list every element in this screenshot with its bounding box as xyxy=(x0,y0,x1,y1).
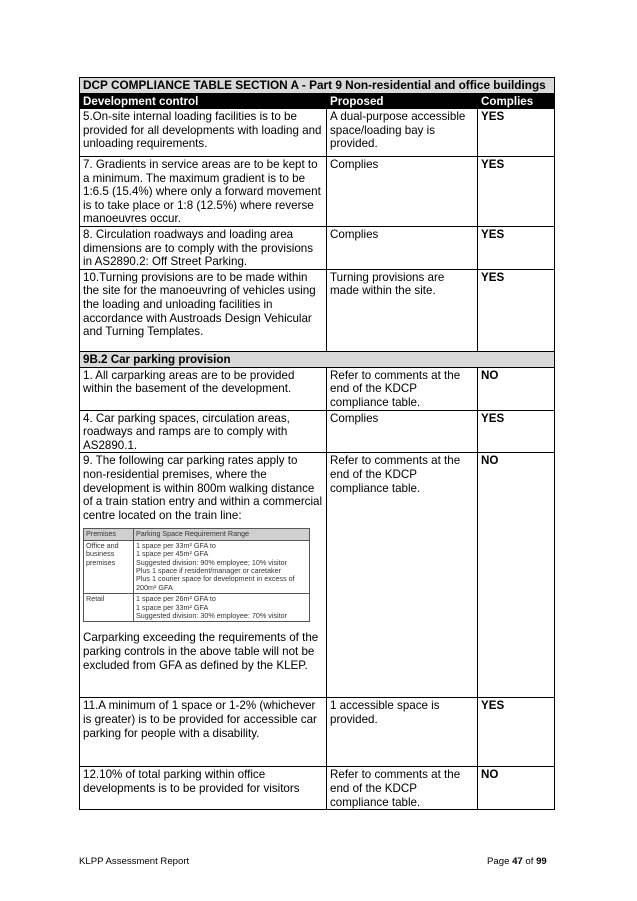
header-proposed: Proposed xyxy=(327,94,478,109)
proposed-cell: Refer to comments at the end of the KDCP compliance table. xyxy=(327,367,478,410)
table-title: DCP COMPLIANCE TABLE SECTION A - Part 9 Non-residential and office buildings xyxy=(80,78,555,94)
table-row xyxy=(80,410,555,453)
page-of: of xyxy=(522,856,537,867)
page-current: 47 xyxy=(512,856,523,867)
header-complies: Complies xyxy=(478,94,555,109)
proposed-cell: Complies xyxy=(327,157,478,227)
header-control: Development control xyxy=(80,94,327,109)
rate-line: 1 space per 33m² GFA xyxy=(136,602,209,612)
table-row xyxy=(80,767,555,810)
control-cell: 10.Turning provisions are to be made within the site for the manoeuvring of vehicles using the loading and unloading facilities in accordance with Austroads Design Vehicular and Turning Templates. xyxy=(80,269,327,351)
footer-report-name: KLPP Assessment Report xyxy=(79,856,190,867)
complies-cell: YES xyxy=(478,410,555,453)
control-outro: Carparking exceeding the requirements of the parking controls in the above table will not be excluded from GFA as defined by the KLEP. xyxy=(83,631,319,672)
rate-line: Plus 1 courier space for development in excess of 200m² GFA xyxy=(136,574,295,592)
control-cell: 8. Circulation roadways and loading area dimensions are to comply with the provisions in AS2890.2: Off Street Parking. xyxy=(80,226,327,269)
complies-cell: YES xyxy=(478,109,555,157)
complies-cell: YES xyxy=(478,226,555,269)
table-row xyxy=(80,698,555,767)
rates-range-retail xyxy=(134,594,310,622)
table-row xyxy=(80,269,555,351)
rates-header-premises: Premises xyxy=(84,529,134,540)
table-row xyxy=(80,453,555,698)
control-cell: 5.On-site internal loading facilities is to be provided for all developments with loading and unloading requirements. xyxy=(80,109,327,157)
table-row xyxy=(80,367,555,410)
rates-premises-office: Office and business premises xyxy=(84,540,134,593)
control-cell: 12.10% of total parking within office developments is to be provided for visitors xyxy=(80,767,327,810)
footer-page-number xyxy=(487,856,547,867)
proposed-cell: Complies xyxy=(327,226,478,269)
complies-cell: NO xyxy=(478,453,555,698)
compliance-table xyxy=(79,77,555,810)
table-row xyxy=(80,157,555,227)
complies-cell: NO xyxy=(478,367,555,410)
rates-range-office xyxy=(134,540,310,593)
control-cell: 1. All carparking areas are to be provided within the basement of the development. xyxy=(80,367,327,410)
complies-cell: YES xyxy=(478,269,555,351)
table-header-row xyxy=(80,94,555,109)
rates-premises-retail: Retail xyxy=(84,594,134,622)
complies-cell: NO xyxy=(478,767,555,810)
rate-line: 1 space per 45m² GFA xyxy=(136,549,209,559)
control-intro: 9. The following car parking rates apply to non-residential premises, where the development is within 800m walking distance of a train station entry and within a commercial centre located on the train line: xyxy=(83,454,323,522)
proposed-cell: Complies xyxy=(327,410,478,453)
complies-cell: YES xyxy=(478,157,555,227)
page-prefix: Page xyxy=(487,856,513,867)
control-cell: 4. Car parking spaces, circulation areas, roadways and ramps are to comply with AS2890.1. xyxy=(80,410,327,453)
proposed-cell: Turning provisions are made within the site. xyxy=(327,269,478,351)
rate-line: 1 space per 26m² GFA to xyxy=(136,594,216,604)
rate-line: Suggested division: 30% employee: 70% visitor xyxy=(136,610,288,620)
parking-rates-table xyxy=(83,528,310,622)
control-cell: 7. Gradients in service areas are to be kept to a minimum. The maximum gradient is to be 1:6.5 (15.4%) where only a forward movement is to take place or 1:8 (12.5%) where reverse manoeuvres occur. xyxy=(80,157,327,227)
table-row xyxy=(80,226,555,269)
rate-line: 1 space per 33m² GFA to xyxy=(136,540,216,550)
control-cell: 11.A minimum of 1 space or 1-2% (whichever is greater) is to be provided for accessible car parking for people with a disability. xyxy=(80,698,327,767)
proposed-cell: Refer to comments at the end of the KDCP compliance table. xyxy=(327,453,478,698)
control-cell xyxy=(80,453,327,698)
proposed-cell: 1 accessible space is provided. xyxy=(327,698,478,767)
section-heading: 9B.2 Car parking provision xyxy=(80,351,555,367)
complies-cell: YES xyxy=(478,698,555,767)
table-row xyxy=(80,109,555,157)
rate-line: Plus 1 space if resident/manager or caretaker xyxy=(136,565,282,575)
page-total: 99 xyxy=(536,856,547,867)
proposed-cell: A dual-purpose accessible space/loading bay is provided. xyxy=(327,109,478,157)
rate-line: Suggested division: 90% employee; 10% visitor xyxy=(136,557,288,567)
rates-header-range: Parking Space Requirement Range xyxy=(134,529,310,540)
proposed-cell: Refer to comments at the end of the KDCP compliance table. xyxy=(327,767,478,810)
